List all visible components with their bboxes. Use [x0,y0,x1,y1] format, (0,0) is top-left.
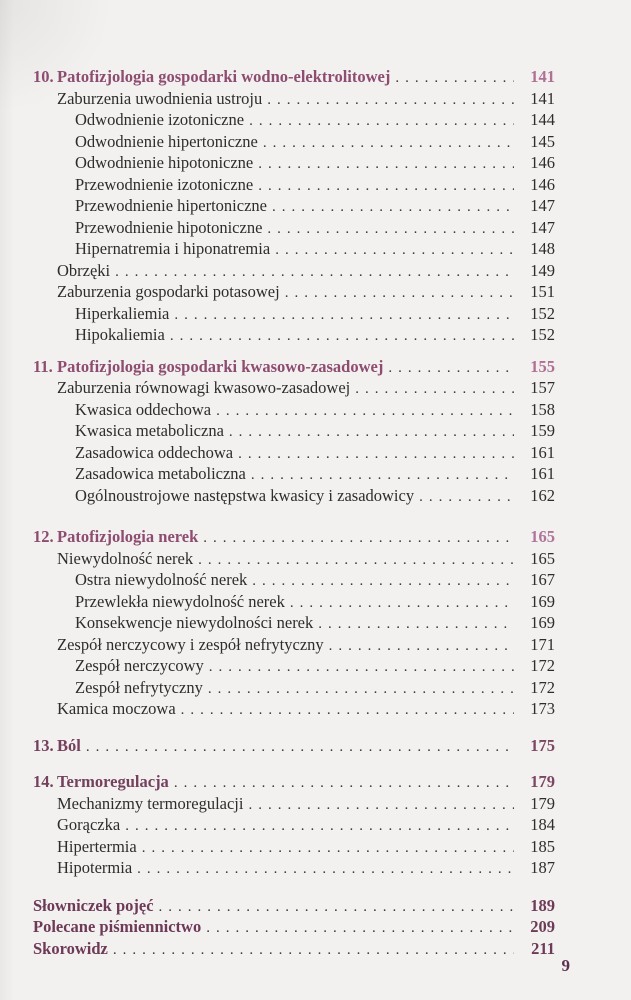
toc-entry-row [33,304,555,326]
toc-entry-row [33,464,555,486]
entry-page-number: 179 [530,772,555,791]
entry-label: Gorączka [57,815,121,834]
entry-label: Zasadowica oddechowa [75,442,234,462]
entry-page-number: 171 [530,634,555,654]
entry-label: Niewydolność nerek [57,548,194,568]
entry-page-number: 141 [530,88,555,108]
chapter-number: 10. [33,67,54,86]
dot-leader [390,67,514,89]
entry-page-number: 152 [530,325,555,344]
toc-backmatter-row [33,917,555,939]
entry-label: Polecane piśmiennictwo [33,917,202,936]
toc-entry-row [33,815,555,837]
dot-leader [108,939,514,961]
entry-page-number: 173 [530,699,555,718]
entry-label: Zespół nerczycowy [75,656,204,675]
toc-entry-row [33,421,555,443]
dot-leader [120,815,514,837]
entry-page-number: 158 [530,399,555,419]
dot-leader [383,357,514,379]
entry-label: Odwodnienie izotoniczne [75,110,245,129]
dot-leader [154,896,514,918]
toc-chapter-row [33,772,555,794]
toc-entry-row [33,570,555,592]
dot-leader [253,153,514,175]
toc-section-10 [33,67,555,347]
toc-entry-row [33,196,555,218]
dot-leader [201,917,514,939]
entry-label: Zaburzenia gospodarki potasowej [57,282,280,301]
entry-page-number: 146 [530,174,555,194]
entry-label: Kwasica oddechowa [75,399,212,419]
toc-entry-row [33,794,555,816]
entry-page-number: 159 [530,421,555,440]
dot-leader [243,794,514,816]
dot-leader [193,549,514,571]
toc-entry-row [33,837,555,859]
chapter-title: Termoregulacja [57,772,169,791]
entry-label: Zespół nefrytyczny [75,677,203,697]
dot-leader [258,132,514,154]
entry-label: Ostra niewydolność nerek [75,570,248,589]
chapter-number: 13. [33,735,54,755]
entry-page-number: 165 [530,548,555,568]
dot-leader [285,592,514,614]
entry-label: Zaburzenia równowagi kwasowo-zasadowej [57,378,351,397]
dot-leader [350,378,514,400]
chapter-number: 11. [33,356,53,376]
toc-entry-row [33,239,555,261]
entry-page-number: 172 [530,656,555,675]
entry-label: Przewodnienie hipertoniczne [75,196,267,215]
toc-chapter-row [33,736,555,758]
entry-label: Przewodnienie hipotoniczne [75,217,263,237]
entry-label: Kamica moczowa [57,699,176,718]
toc-backmatter-row [33,939,555,961]
entry-label: Zaburzenia uwodnienia ustroju [57,88,263,108]
dot-leader [169,772,514,794]
dot-leader [324,635,514,657]
dot-leader [198,527,514,549]
page-number: 9 [561,956,570,975]
entry-page-number: 189 [530,895,555,915]
entry-page-number: 169 [530,613,555,632]
entry-page-number: 185 [530,836,555,856]
chapter-number: 14. [33,772,54,791]
entry-page-number: 145 [530,131,555,151]
toc-entry-row [33,400,555,422]
toc-entry-row [33,110,555,132]
chapter-title: Patofizjologia gospodarki wodno-elektrolitowej [57,67,391,86]
entry-label: Zasadowica metaboliczna [75,464,246,483]
dot-leader [244,110,514,132]
entry-page-number: 155 [530,356,555,376]
entry-page-number: 162 [530,485,555,505]
entry-label: Hipotermia [57,858,133,877]
dot-leader [169,304,514,326]
toc-entry-row [33,325,555,347]
entry-label: Konsekwencje niewydolności nerek [75,613,314,632]
entry-label: Hipokaliemia [75,325,165,344]
entry-page-number: 157 [530,378,555,397]
dot-leader [224,421,514,443]
entry-page-number: 169 [530,591,555,611]
entry-page-number: 148 [530,239,555,258]
toc-chapter-row [33,67,555,89]
toc-entry-row [33,678,555,700]
entry-label: Przewlekła niewydolność nerek [75,591,285,611]
entry-page-number: 161 [530,442,555,462]
entry-label: Przewodnienie izotoniczne [75,174,254,194]
toc-entry-row [33,699,555,721]
entry-page-number: 187 [530,858,555,877]
toc-entry-row [33,592,555,614]
entry-page-number: 152 [530,303,555,323]
entry-label: Mechanizmy termoregulacji [57,793,244,813]
toc-entry-row [33,89,555,111]
entry-label: Skorowidz [33,938,108,958]
entry-label: Zespół nerczycowy i zespół nefrytyczny [57,634,324,654]
toc-section-back-matter [33,896,555,961]
entry-page-number: 184 [530,815,555,834]
dot-leader [247,570,514,592]
entry-page-number: 172 [530,677,555,697]
toc-entry-row [33,153,555,175]
toc-section-13 [33,736,555,758]
dot-leader [246,464,514,486]
toc-entry-row [33,175,555,197]
entry-page-number: 165 [530,527,555,546]
entry-label: Odwodnienie hipotoniczne [75,153,254,172]
toc-section-11 [33,357,555,508]
entry-page-number: 211 [531,938,555,958]
dot-leader [204,656,514,678]
entry-page-number: 149 [530,260,555,280]
dot-leader [211,400,514,422]
dot-leader [176,699,514,721]
dot-leader [203,678,514,700]
chapter-title: Patofizjologia gospodarki kwasowo-zasadowej [57,356,384,376]
toc-entry-row [33,656,555,678]
toc-entry-row [33,549,555,571]
dot-leader [253,175,514,197]
entry-label: Ogólnoustrojowe następstwa kwasicy i zasadowicy [75,485,415,505]
toc-section-12 [33,527,555,721]
dot-leader [233,443,514,465]
toc-entry-row [33,261,555,283]
dot-leader [262,218,514,240]
toc-entry-row [33,132,555,154]
dot-leader [165,325,514,347]
entry-page-number: 147 [530,217,555,237]
dot-leader [262,89,514,111]
dot-leader [137,837,514,859]
toc-entry-row [33,443,555,465]
entry-label: Obrzęki [57,260,111,280]
entry-page-number: 161 [530,464,555,483]
entry-page-number: 146 [530,153,555,172]
entry-page-number: 141 [530,67,555,86]
table-of-contents [33,67,555,960]
entry-page-number: 175 [530,735,555,755]
dot-leader [110,261,514,283]
entry-label: Słowniczek pojęć [33,895,154,915]
chapter-title: Patofizjologia nerek [57,527,199,546]
entry-page-number: 151 [530,282,555,301]
entry-page-number: 144 [530,110,555,129]
entry-label: Hipernatremia i hiponatremia [75,239,271,258]
dot-leader [270,239,514,261]
toc-section-14 [33,772,555,880]
entry-page-number: 209 [530,917,555,936]
entry-label: Kwasica metaboliczna [75,421,224,440]
dot-leader [313,613,514,635]
toc-entry-row [33,613,555,635]
toc-entry-row [33,282,555,304]
entry-page-number: 147 [530,196,555,215]
dot-leader [132,858,514,880]
toc-entry-row [33,378,555,400]
toc-backmatter-row [33,896,555,918]
toc-entry-row [33,858,555,880]
entry-page-number: 167 [530,570,555,589]
toc-chapter-row [33,357,555,379]
chapter-title: Ból [57,735,81,755]
entry-label: Odwodnienie hipertoniczne [75,131,258,151]
toc-entry-row [33,486,555,508]
dot-leader [280,282,514,304]
toc-chapter-row [33,527,555,549]
entry-label: Hipertermia [57,836,137,856]
toc-entry-row [33,635,555,657]
toc-entry-row [33,218,555,240]
dot-leader [267,196,514,218]
chapter-number: 12. [33,527,54,546]
dot-leader [414,486,514,508]
dot-leader [81,736,514,758]
entry-page-number: 179 [530,793,555,813]
entry-label: Hiperkaliemia [75,303,170,323]
